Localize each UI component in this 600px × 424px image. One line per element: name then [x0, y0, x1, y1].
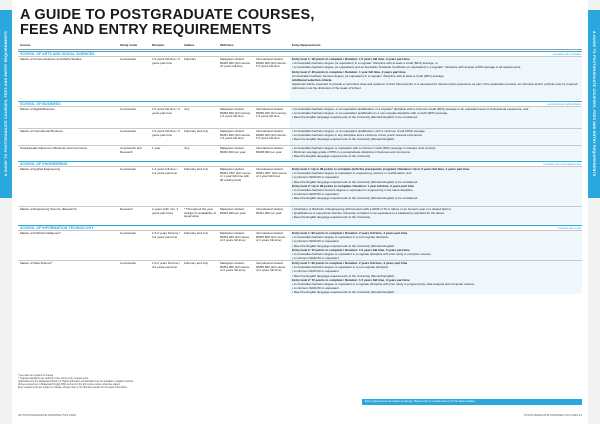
study-mode: Coursework	[120, 261, 137, 265]
duration: 1.5 years full-time / 3 years part-time	[152, 107, 180, 115]
requirement-line: • Meet the English language requirements of the University	[292, 215, 371, 220]
requirement-line: • Meet the English language requirements of the University (Monash English)	[292, 137, 395, 142]
course-name: Master of Data Science*	[20, 261, 53, 265]
section-link[interactable]: monash.edu.my/sass	[552, 52, 581, 56]
fee-international: International student RM41,000 per year	[256, 207, 284, 215]
fee-malaysian: Malaysian student RM54,000 (full course of 2 years full-time)	[220, 261, 250, 273]
requirement-line: • A minimum WAM 60 or equivalent	[292, 175, 339, 180]
course-name: Master of Engineering Science (Research)	[20, 207, 77, 211]
study-mode: Coursework	[120, 57, 137, 61]
fee-international: International student RM59,400 (full course) 1.5 years full-time	[256, 107, 287, 119]
intakes: July	[184, 107, 190, 111]
fee-international: International student RM60,400 (full course) 1.5 years full-time	[256, 129, 287, 141]
footnote: * Fee rates are subject to change.	[18, 374, 54, 377]
note-bar: Entry requirements are subject to change. Please refer to monash.edu.my for the latest updates.	[362, 399, 582, 405]
requirement-line: • An Australian bachelor degree or equivalent in engineering, science or mathematics; and	[292, 171, 412, 176]
intakes: July	[184, 146, 190, 150]
duration: 1.5-2 years full-time / 3-4 years part-time	[152, 261, 181, 269]
fee-malaysian: Malaysian student RM45,000 (full course) 21 years full-time	[220, 57, 251, 69]
study-mode: Research	[120, 207, 133, 211]
requirement-line: Entry level 2: 72 points to complete / Duration: 1.5 years full time, 3 years part time	[292, 247, 410, 252]
duration: 1.5 years full-time / 3 years part-time	[152, 57, 180, 65]
fee-malaysian: Malaysian student RM54,000 (full course of 2 years full-time)	[220, 231, 250, 243]
right-side-label: A GUIDE TO POSTGRADUATE COURSES, FEES AND ENTRY REQUIREMENTS	[592, 31, 596, 177]
entry-requirements	[290, 167, 582, 206]
page	[18, 8, 582, 408]
entry-requirements	[290, 261, 582, 294]
intakes: February	[184, 57, 197, 61]
header-duration: Duration	[152, 43, 165, 47]
requirement-line: • An Australian bachelor degree or equivalent in a non-cognate discipline	[292, 265, 389, 270]
footnote: Applications for the Malaysian Ministry of Higher Education scholarships may be available to eligible students.	[18, 380, 135, 383]
entry-requirements	[290, 107, 582, 128]
duration: 1.5-2 years full-time / 3-4 years part-time	[152, 231, 181, 239]
requirement-line: • An Australian bachelor degree or equivalent in a cognate discipline with prior study in computer science	[292, 251, 431, 256]
requirement-line: Entry level 1: 96 points to complete / Duration: 2 years full time, 4 years part time	[292, 261, 408, 265]
section-header	[18, 51, 582, 56]
section-link[interactable]: monash.edu.my/business	[546, 102, 581, 106]
header-entry-requirements: Entry Requirements	[292, 43, 321, 47]
requirement-line: Entry level 1: 18 points to complete / Duration: 1.5 years full time, 3 years part time	[292, 57, 410, 61]
requirement-line: An Australian bachelor honours degree (or equivalent) in a cognate^ discipline with at least a credit (60%) average.	[292, 73, 445, 78]
fee-international: International student RM65,800 (full course of 2 years full-time)	[256, 231, 286, 243]
requirement-line: • An Australian bachelor degree, or an equivalent qualification in a non-cognate discipline with a credit (60%) average	[292, 111, 448, 116]
entry-requirements	[290, 207, 582, 224]
entry-requirements	[290, 146, 582, 160]
left-side-band	[0, 10, 12, 198]
header-course: Course	[20, 43, 31, 47]
fee-malaysian: Malaysian student RM51,600 (full course) 1.5 years full-time	[220, 129, 251, 141]
intakes: February and July	[184, 261, 209, 265]
requirement-line: Applicants will be expected to provide a curriculum vitae and evidence of their full transcript. It is assessed for relevant work experience as part of the application process. An interview and/or portfolio may be required. Admission is at the discretion of the Head of School.	[292, 82, 579, 90]
requirement-line: • Meet the English language requirements of the University (Monash English)	[292, 290, 395, 294]
fee-international: International student RM52,300 (full course) 1.5 years full-time	[256, 57, 287, 69]
fee-international: International student RM51,250* (full course of 1 year full-time)	[256, 167, 287, 179]
duration: 1.5 years full-time / 3 years part-time	[152, 129, 180, 137]
fee-malaysian: Malaysian student RM41,750* (full course of 1 year full-time with 96 credit points)	[220, 167, 251, 182]
footnotes	[18, 374, 318, 389]
duration: 2 years (with min. 4 years part-time)	[152, 207, 179, 215]
intakes: February and July	[184, 129, 209, 133]
requirement-line: • Meet the English language requirements of the University (Monash English)	[292, 273, 395, 278]
requirement-line: Entry level 2: Up to 96 points to complete / Duration: 1 year full time, 2 years part time	[292, 183, 415, 188]
course-name: Master of Applied Engineering	[20, 167, 61, 171]
requirement-line: • An Australian bachelor degree in any discipline and a minimum of two years' relevant experience	[292, 133, 422, 138]
fee-international: International student RM65,800 (full course of 2 years full-time)	[256, 261, 286, 273]
requirement-line: • A minimum WAM 60 or equivalent	[292, 256, 339, 260]
requirement-line: • A bachelor or Bachelor of Engineering with Honours with a WAM of 70 or above or an honours year in a related field or	[292, 207, 451, 211]
footnote: ^ Cognate disciplines are defined in the course entry requirements.	[18, 377, 89, 380]
header-intakes: Intakes	[184, 43, 195, 47]
course-name: Postgraduate Diploma in Business and Commerce	[20, 146, 88, 150]
requirement-line: • A minimum WAM 60 or equivalent	[292, 269, 339, 274]
footnote: All fees quoted are in Malaysian Ringgit (RM) and are for the full course unless otherwise stated.	[18, 383, 121, 386]
page-number-right: POSTGRADUATE PROSPECTUS 2023 41	[524, 413, 582, 417]
header-fees: 2023 fees	[220, 43, 234, 47]
section-header	[18, 101, 582, 106]
left-side-label: A GUIDE TO POSTGRADUATE COURSES, FEES AND ENTRY REQUIREMENTS	[4, 31, 8, 177]
intakes: * Throughout the year (subject to availability of supervision	[184, 207, 216, 219]
intakes: February and July	[184, 231, 209, 235]
requirement-line: Entry level 2: 72 points to complete / Duration: 1.5 years full time, 3 years part time	[292, 277, 410, 282]
course-name: Master of International Business	[20, 129, 63, 133]
duration: 1-2 years full-time / 2-4 years part-time	[152, 167, 178, 175]
duration: 1 year	[152, 146, 161, 150]
table-row	[18, 166, 582, 206]
requirement-line: • Qualifications or experience that the University considers to be equivalent to a satisfactory standard for the above	[292, 211, 445, 216]
study-mode: Coursework	[120, 231, 137, 235]
section-header	[18, 161, 582, 166]
requirement-line: Additional selection criteria	[292, 77, 332, 82]
requirement-line: • An Australian bachelor degree, or an equivalent qualification, with a minimum credit (60%) average	[292, 129, 425, 133]
entry-requirements	[290, 57, 582, 100]
requirement-line: • An Australian bachelor degree (or equivalent) in a cognate^ discipline with at least a credit (60%) average; or	[292, 61, 438, 66]
section-header	[18, 225, 582, 230]
right-side-band	[588, 10, 600, 198]
courses-table	[18, 44, 582, 294]
requirement-line: • Meet the English language requirements of the University (Monash English) to be considered	[292, 179, 418, 184]
title-line-1: A GUIDE TO POSTGRADUATE COURSES,	[20, 7, 315, 23]
requirement-line: • An Australian bachelor degree or equivalent with a minimum credit (60%) average in relevant units of study	[292, 146, 436, 150]
requirement-line: • A minimum WAM 60 or equivalent	[292, 239, 339, 244]
study-mode: Coursework	[120, 129, 137, 133]
table-row	[18, 230, 582, 260]
requirement-line: • A minimum WAM 60 or equivalent	[292, 286, 339, 291]
section-link[interactable]: monash.edu.my/engineering	[543, 162, 581, 166]
requirement-line: Entry level 1: Up to 96 points to complete (with the prerequisite program) / Duration: Up to 2 years full time, 4 years part time	[292, 167, 470, 171]
table-row	[18, 145, 582, 160]
section-link[interactable]: monash.edu.my/it	[557, 226, 581, 230]
requirement-line: • An Australian bachelor degree (or equivalent) and an Australian Graduate Certificate (or equivalent) in a cognate^ discipline with at least a 60% average in all requirements	[292, 65, 521, 70]
section-title: SCHOOL OF ENGINEERING	[20, 162, 68, 166]
header-study-mode: Study mode	[120, 43, 138, 47]
table-row	[18, 128, 582, 145]
table-row	[18, 106, 582, 128]
footnote: Entry requirements are subject to change. Please refer to the Monash website for the latest information.	[18, 386, 128, 389]
course-name: Master of Digital Business	[20, 107, 55, 111]
entry-requirements	[290, 129, 582, 145]
section-title: SCHOOL OF ARTS AND SOCIAL SCIENCES	[20, 52, 95, 56]
course-name: Master of Artificial Intelligence*	[20, 231, 61, 235]
fee-malaysian: Malaysian student RM30,600 per year	[220, 146, 246, 154]
fee-malaysian: Malaysian student RM34,000 per year	[220, 207, 246, 215]
table-sections	[18, 51, 582, 294]
table-row	[18, 56, 582, 100]
requirement-line: • An Australian bachelor degree, or an equivalent qualification, in a cognate^ discipline with a minimum credit (60%) average or an equivalent level of professional experience; and	[292, 107, 529, 111]
study-mode: Coursework and Research	[120, 146, 142, 154]
table-row	[18, 206, 582, 224]
study-mode: Coursework	[120, 167, 137, 171]
fee-malaysian: Malaysian student RM50,600 (full course) 1.5 years full-time	[220, 107, 251, 119]
requirement-line: • Meet the English language requirements of the University (Monash English) to be considered	[292, 115, 418, 120]
course-name: Master of Communications and Media Studies	[20, 57, 82, 61]
requirement-line: • A minimum WAM 60 or equivalent	[292, 192, 339, 197]
requirement-line: • An Australian bachelor degree or equivalent in a non-cognate discipline	[292, 235, 389, 240]
requirement-line: • Meet the English language requirements of the University	[292, 154, 371, 159]
page-number-left: 40 POSTGRADUATE PROSPECTUS 2023	[18, 413, 76, 417]
requirement-line: • Meet the English language requirements of the University (Monash English) to be considered	[292, 196, 418, 201]
section-title: SCHOOL OF BUSINESS	[20, 102, 61, 106]
title-line-2: FEES AND ENTRY REQUIREMENTS	[20, 22, 272, 38]
table-header	[18, 44, 582, 50]
requirement-line: • Minimum average grade of 65% in a postgraduate discipline in business and commerce	[292, 150, 411, 155]
section-title: SCHOOL OF INFORMATION TECHNOLOGY	[20, 226, 94, 230]
intakes: February and July	[184, 167, 209, 171]
page-title	[20, 8, 582, 38]
table-row	[18, 260, 582, 294]
requirement-line: Entry level 1: 96 points to complete / Duration: 2 years full time, 4 years part time	[292, 231, 408, 235]
requirement-line: • Meet the English language requirements of the University (Monash English)	[292, 243, 395, 248]
entry-requirements	[290, 231, 582, 260]
requirement-line: • An Australian bachelor honours degree or equivalent in engineering in the same discipline	[292, 187, 413, 192]
requirement-line: • An Australian bachelor degree or equivalent in a cognate discipline with prior study in programming, data analysis and computer science	[292, 281, 475, 286]
study-mode: Coursework	[120, 107, 137, 111]
header-fees-intl	[254, 44, 290, 48]
fee-international: International student RM38,900 per year	[256, 146, 284, 154]
requirement-line: Entry level 2: 48 points to complete / Duration: 1 year full time, 2 years part time	[292, 69, 406, 74]
